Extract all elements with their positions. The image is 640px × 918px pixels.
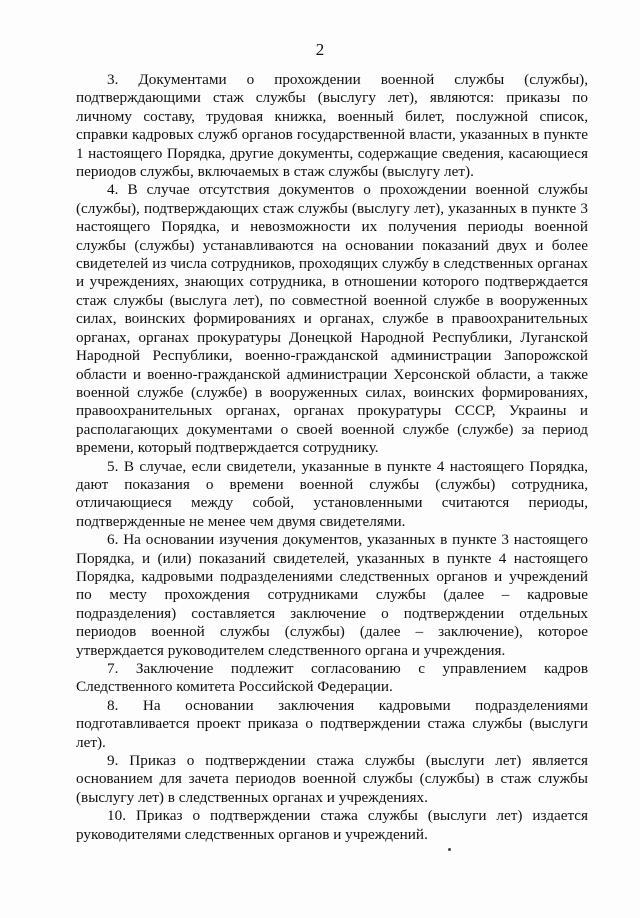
paragraph-5: 5. В случае, если свидетели, указанные в пункте 4 настоящего Порядка, дают показания о времени военной службы (службы) сотрудника, отличающиеся между собой, установленными считаются периоды, подтвержденные не менее чем двумя свидетелями.	[76, 457, 588, 530]
paragraph-7: 7. Заключение подлежит согласованию с управлением кадров Следственного комитета Российской Федерации.	[76, 660, 588, 696]
paragraph-6: 6. На основании изучения документов, указанных в пункте 3 настоящего Порядка, и (или) показаний свидетелей, указанных в пункте 4 настоящего Порядка, кадровыми подразделениями следственных органов и учреждений по месту прохождения сотрудниками службы (далее – кадровые подразделения) составляется заключение о подтверждении отдельных периодов военной службы (службы) (далее – заключение), которое утверждается руководителем следственного органа и учреждения.	[76, 531, 588, 659]
paragraph-10: 10. Приказ о подтверждении стажа службы (выслуги лет) издается руководителями следственных органов и учреждений.	[76, 807, 588, 843]
paragraph-8: 8. На основании заключения кадровыми подразделениями подготавливается проект приказа о подтверждении стажа службы (выслуги лет).	[76, 696, 588, 751]
paragraph-4: 4. В случае отсутствия документов о прохождении военной службы (службы), подтверждающих стаж службы (выслугу лет), указанных в пункте 3 настоящего Порядка, и невозможности их получения периоды военной службы (службы) устанавливаются на основании показаний двух и более свидетелей из числа сотрудников, проходящих службу в следственных органах и учреждениях, знающих сотрудника, в отношении которого подтверждается стаж службы (выслуга лет), по совместной военной службе в вооруженных силах, воинских формированиях и органах, службе в правоохранительных органах, органах прокуратуры Донецкой Народной Республики, Луганской Народной Республики, военно-гражданской администрации Запорожской области и военно-гражданской администрации Херсонской области, а также военной службе (службе) в вооруженных силах, воинских формированиях, правоохранительных органах, органах прокуратуры СССР, Украины и располагающих документами о своей военной службе (службе) за период времени, который подтверждается сотруднику.	[76, 181, 588, 457]
paragraph-3: 3. Документами о прохождении военной службы (службы), подтверждающими стаж службы (выслугу лет), являются: приказы по личному составу, трудовая книжка, военный билет, послужной список, справки кадровых служб органов государственной власти, указанных в пункте 1 настоящего Порядка, другие документы, содержащие сведения, касающиеся периодов службы, включаемых в стаж службы (выслугу лет).	[76, 71, 588, 181]
document-body	[76, 71, 588, 844]
scan-speck	[448, 848, 451, 851]
page-number: 2	[315, 40, 325, 59]
paragraph-9: 9. Приказ о подтверждении стажа службы (выслуги лет) является основанием для зачета периодов военной службы (службы) в стаж службы (выслугу лет) в следственных органах и учреждениях.	[76, 752, 588, 806]
